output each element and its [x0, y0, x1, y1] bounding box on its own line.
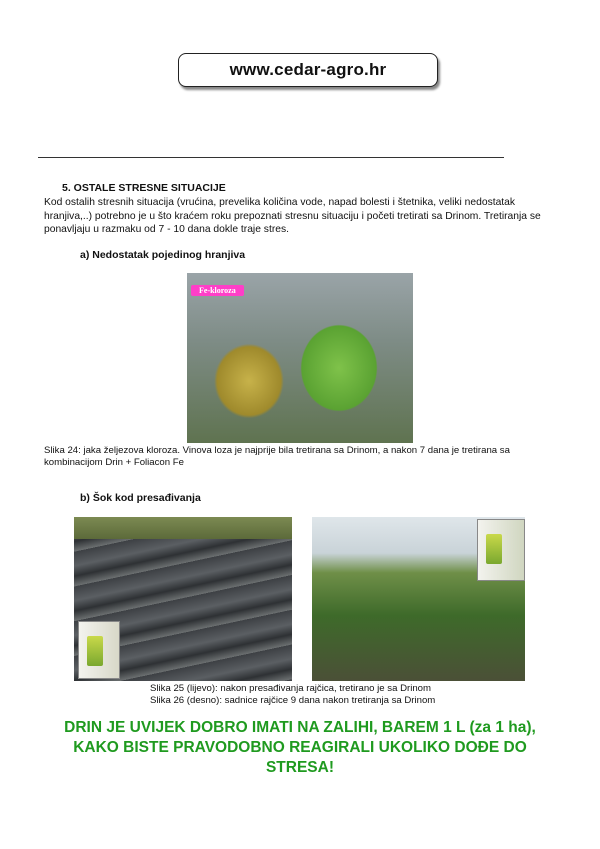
grape-leaves-photo — [187, 273, 413, 443]
product-bottle-icon — [78, 621, 120, 679]
figure-24-caption: Slika 24: jaka željezova kloroza. Vinova loza je najprije bila tretirana sa Drinom, a nakon 7 dana je tretirana sa kombinacijom Drin + Foliacon Fe — [44, 445, 510, 469]
product-bottle-icon — [477, 519, 525, 581]
subsection-b-title: b) Šok kod presađivanja — [80, 492, 201, 504]
subsection-a-title: a) Nedostatak pojedinog hranjiva — [80, 249, 246, 261]
greenhouse-tomato-photo — [312, 517, 525, 681]
figures-25-26-caption — [150, 683, 470, 708]
horizontal-divider — [38, 157, 504, 158]
section-paragraph: Kod ostalih stresnih situacija (vrućina, prevelika količina vode, napad bolesti i štetnika, veliki nedostatak hranjiva,..) potrebno je u što kraćem roku prepoznati stresnu situaciju i početi tretirati sa Drinom. Tretiranja se ponavljaju u razmaku od 7 - 10 dana dokle traje stres. — [44, 197, 541, 236]
website-url-box — [178, 53, 438, 87]
transplanted-tomato-photo — [74, 517, 292, 681]
image-tag-label: Fe-kloroza — [191, 285, 244, 296]
stock-recommendation-slogan: DRIN JE UVIJEK DOBRO IMATI NA ZALIHI, BAREM 1 L (za 1 ha), KAKO BISTE PRAVODOBNO REAGIRALI UKOLIKO DOĐE DO STRESA! — [64, 719, 536, 776]
website-url: www.cedar-agro.hr — [229, 60, 387, 79]
figure-26-caption: Slika 26 (desno): sadnice rajčice 9 dana nakon tretiranja sa Drinom — [150, 695, 436, 707]
section-title: 5. OSTALE STRESNE SITUACIJE — [62, 182, 226, 194]
figure-25-caption: Slika 25 (lijevo): nakon presađivanja rajčica, tretirano je sa Drinom — [150, 683, 432, 694]
